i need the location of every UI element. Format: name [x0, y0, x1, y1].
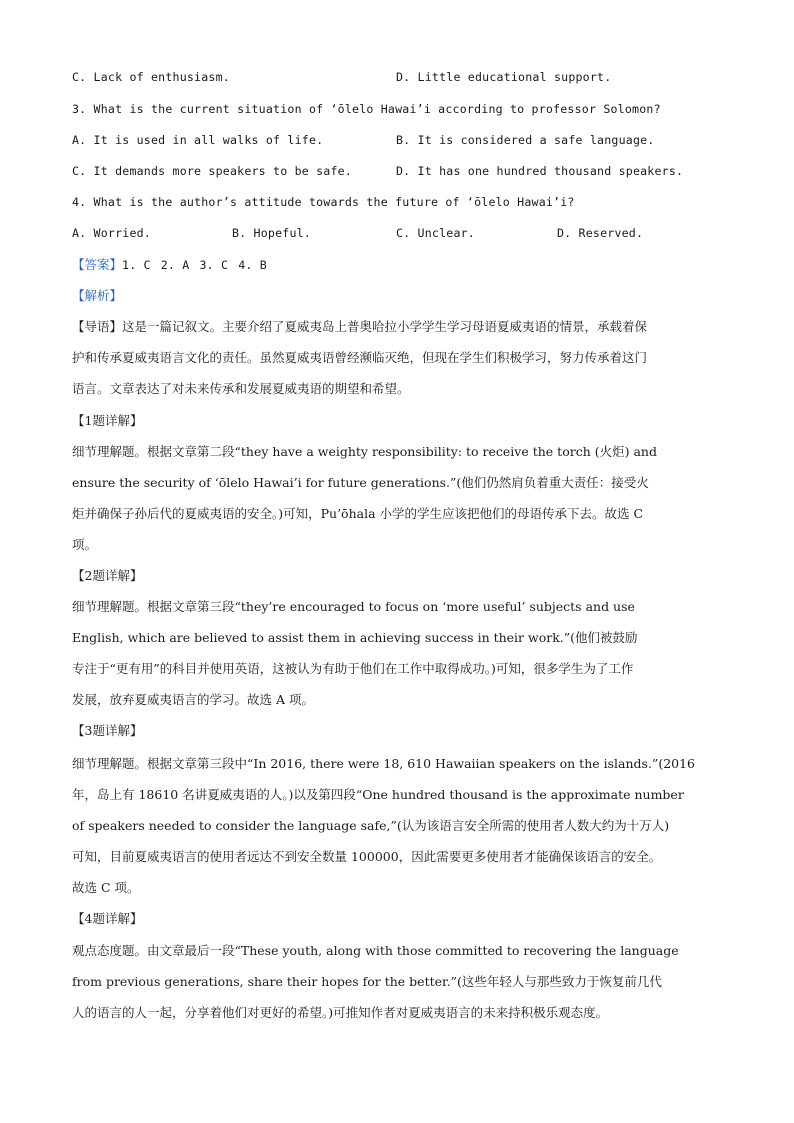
q2-options-row	[72, 68, 722, 86]
detail-3-line-2: 年，岛上有 18610 名讲夏威夷语的人。)以及第四段“One hundred thousand is the approximate number	[72, 787, 684, 802]
detail-2-heading: 【2题详解】	[72, 568, 143, 583]
q3-stem: 3. What is the current situation of ‘ōlelo Hawai’i according to professor Solomon?	[72, 102, 661, 116]
guide-line-2: 护和传承夏威夷语言文化的责任。虽然夏威夷语曾经濒临灭绝，但现在学生们积极学习，努力传承着这门	[72, 350, 648, 365]
detail-1-heading: 【1题详解】	[72, 413, 143, 428]
detail-3-line-4: 可知，目前夏威夷语言的使用者远达不到安全数量 100000，因此需要更多使用者才能确保该语言的安全。	[72, 849, 662, 864]
q3-options-row-2	[72, 162, 722, 180]
detail-1-line-2: ensure the security of ‘ōlelo Hawai’i for future generations.”(他们仍然肩负着重大责任：接受火	[72, 475, 649, 490]
detail-1-line-4: 项。	[72, 537, 98, 552]
answer-row	[72, 256, 722, 274]
detail-1-line-1: 细节理解题。根据文章第二段“they have a weighty responsibility: to receive the torch (火炬) and	[72, 444, 657, 459]
detail-3-line-3: of speakers needed to consider the language safe,”(认为该语言安全所需的使用者人数大约为十万人)	[72, 818, 670, 833]
q4-stem: 4. What is the author’s attitude towards the future of ‘ōlelo Hawai’i?	[72, 195, 575, 209]
detail-1-line-3: 炬并确保子孙后代的夏威夷语的安全。)可知，Pu’ōhala 小学的学生应该把他们的母语传承下去。故选 C	[72, 506, 644, 521]
answer-item-2: 2. A	[160, 258, 190, 272]
answer-item-4: 4. B	[238, 258, 267, 272]
q2-option-c: C. Lack of enthusiasm.	[72, 70, 230, 84]
q4-options-row	[72, 224, 722, 242]
q3-option-a: A. It is used in all walks of life.	[72, 133, 324, 147]
answer-item-1: 1. C	[122, 258, 151, 272]
detail-3-line-5: 故选 C 项。	[72, 880, 140, 895]
detail-2-line-1: 细节理解题。根据文章第三段“they’re encouraged to focus on ‘more useful’ subjects and use	[72, 599, 635, 614]
detail-3-heading: 【3题详解】	[72, 723, 143, 738]
answer-item-3: 3. C	[199, 258, 229, 272]
q4-option-a: A. Worried.	[72, 226, 151, 240]
answer-label: 【答案】	[72, 257, 123, 272]
q3-option-b: B. It is considered a safe language.	[396, 133, 655, 147]
q3-option-c: C. It demands more speakers to be safe.	[72, 164, 353, 178]
guide-line-1: 【导语】这是一篇记叙文。主要介绍了夏威夷岛上普奥哈拉小学学生学习母语夏威夷语的情景，承载着保	[72, 319, 648, 334]
detail-4-line-3: 人的语言的人一起，分享着他们对更好的希望。)可推知作者对夏威夷语言的未来持积极乐观态度。	[72, 1005, 609, 1020]
detail-2-line-3: 专注于“更有用”的科目并使用英语，这被认为有助于他们在工作中取得成功。)可知，很多学生为了工作	[72, 661, 634, 676]
detail-4-line-1: 观点态度题。由文章最后一段“These youth, along with those committed to recovering the language	[72, 943, 679, 958]
detail-4-line-2: from previous generations, share their hopes for the better.”(这些年轻人与那些致力于恢复前几代	[72, 974, 662, 989]
analysis-label: 【解析】	[72, 288, 123, 303]
q4-option-d: D. Reserved.	[557, 226, 644, 240]
q3-option-d: D. It has one hundred thousand speakers.	[396, 164, 684, 178]
detail-2-line-2: English, which are believed to assist them in achieving success in their work.”(他们被鼓励	[72, 630, 638, 645]
q3-options-row-1	[72, 131, 722, 149]
q4-option-c: C. Unclear.	[396, 226, 475, 240]
detail-3-line-1: 细节理解题。根据文章第三段中“In 2016, there were 18, 610 Hawaiian speakers on the islands.”(2016	[72, 756, 696, 771]
guide-line-3: 语言。文章表达了对未来传承和发展夏威夷语的期望和希望。	[72, 381, 410, 396]
detail-2-line-4: 发展，放弃夏威夷语言的学习。故选 A 项。	[72, 692, 314, 707]
q4-option-b: B. Hopeful.	[232, 226, 311, 240]
q2-option-d: D. Little educational support.	[396, 70, 612, 84]
detail-4-heading: 【4题详解】	[72, 911, 143, 926]
